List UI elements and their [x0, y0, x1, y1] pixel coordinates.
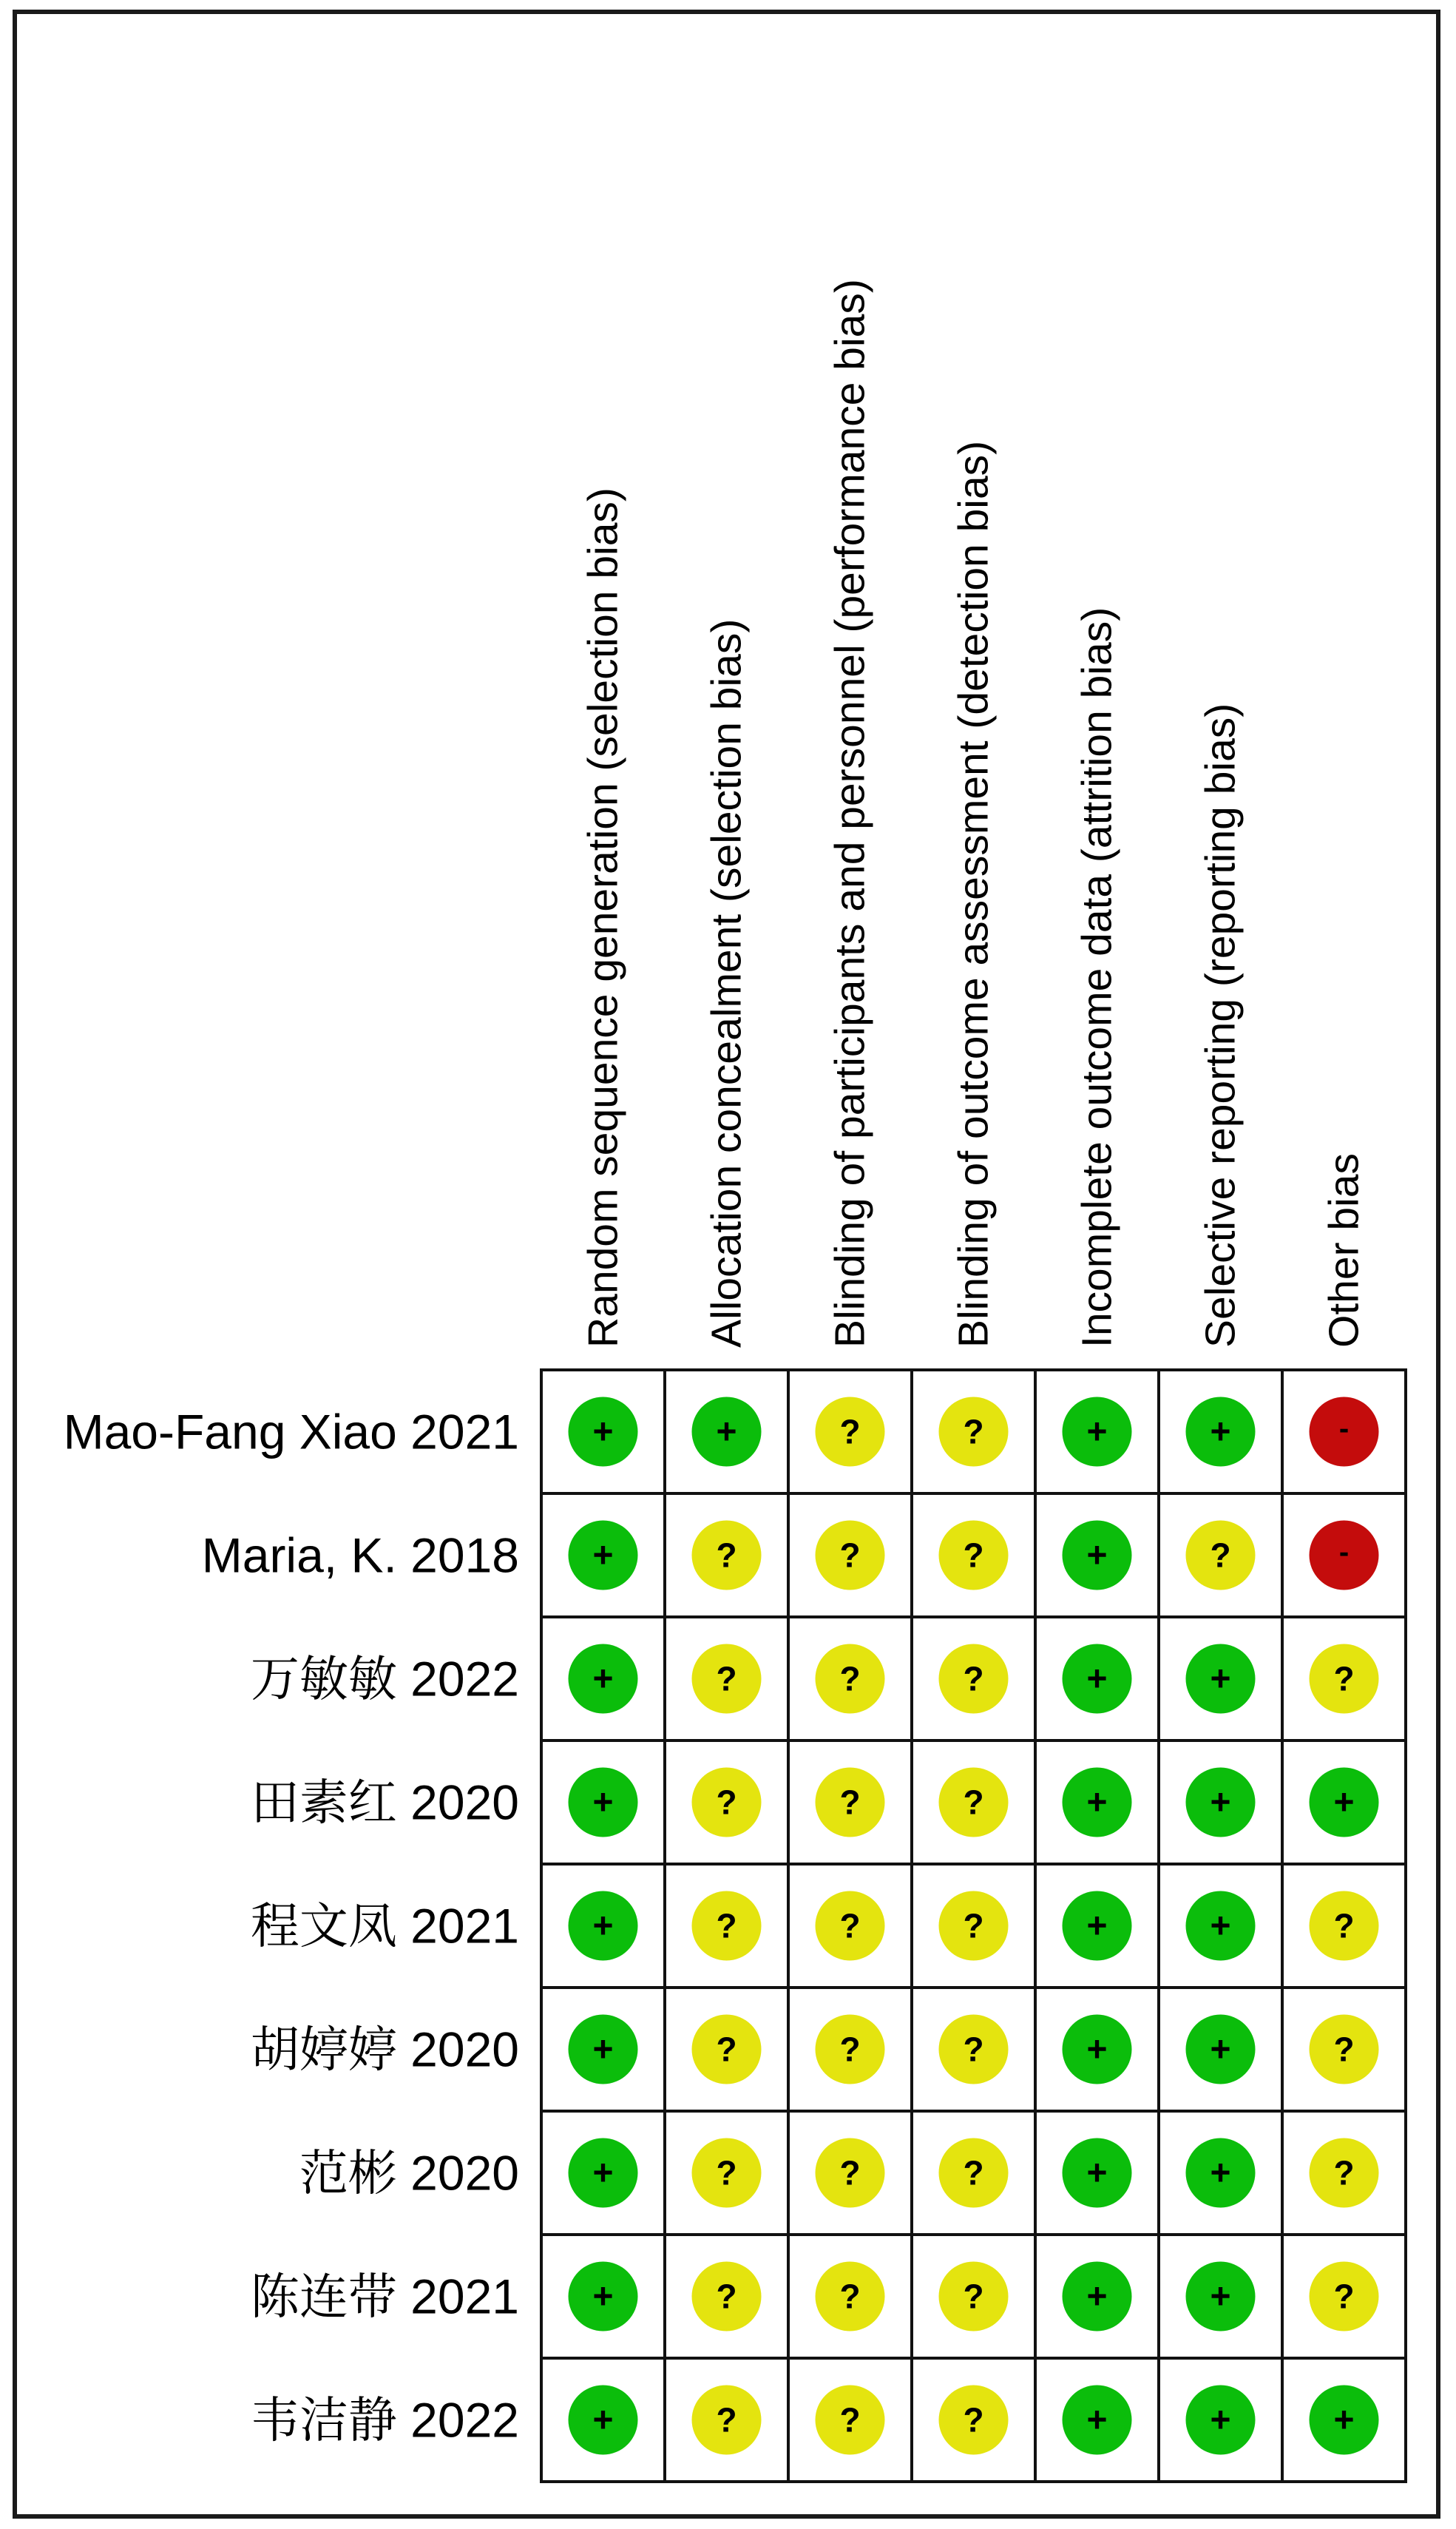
judgement-symbol: ? [716, 1906, 737, 1945]
judgement-symbol: ? [839, 1536, 861, 1575]
domain-label: Incomplete outcome data (attrition bias) [1073, 607, 1121, 1348]
judgement-symbol: ? [716, 2277, 737, 2316]
judgement-symbol: + [1210, 1412, 1231, 1452]
judgement-symbol: + [1086, 2153, 1108, 2193]
study-label: 范彬 2020 [299, 2145, 519, 2201]
judgement-symbol: ? [963, 1412, 984, 1451]
judgement-symbol: + [716, 1412, 737, 1452]
judgement-symbol: + [1210, 1659, 1231, 1699]
judgement-symbol: + [1086, 1659, 1108, 1699]
domain-label: Blinding of participants and personnel (performance bias) [826, 279, 874, 1348]
judgement-symbol: + [1210, 2277, 1231, 2317]
domain-label: Other bias [1320, 1153, 1368, 1348]
judgement-symbol: - [1338, 1536, 1350, 1569]
domain-label: Allocation concealment (selection bias) [702, 618, 751, 1348]
domain-label: Selective reporting (reporting bias) [1196, 703, 1245, 1348]
judgement-symbol: + [1210, 2400, 1231, 2440]
study-label: Maria, K. 2018 [201, 1527, 519, 1583]
judgement-symbol: + [1086, 2030, 1108, 2070]
study-label: 田素红 2020 [250, 1775, 519, 1830]
judgement-symbol: + [1210, 1783, 1231, 1823]
judgement-symbol: ? [716, 2400, 737, 2439]
judgement-symbol: ? [839, 2153, 861, 2192]
judgement-symbol: + [1086, 1783, 1108, 1823]
domain-label: Random sequence generation (selection bias) [579, 487, 627, 1348]
judgement-symbol: + [1086, 1906, 1108, 1946]
study-label: 万敏敏 2022 [250, 1651, 519, 1706]
judgement-symbol: ? [716, 1783, 737, 1822]
judgement-symbol: + [592, 1783, 614, 1823]
judgement-symbol: ? [1333, 2153, 1355, 2192]
study-label: 胡婷婷 2020 [250, 2022, 519, 2077]
judgement-symbol: ? [716, 2153, 737, 2192]
judgement-symbol: ? [1333, 2030, 1355, 2069]
judgement-symbol: ? [1333, 1906, 1355, 1945]
judgement-symbol: ? [1210, 1536, 1231, 1575]
domain-label: Blinding of outcome assessment (detection bias) [949, 440, 998, 1348]
study-label: 陈连带 2021 [250, 2269, 519, 2324]
judgement-symbol: + [592, 2030, 614, 2070]
judgement-symbol: + [592, 2400, 614, 2440]
judgement-symbol: + [592, 2153, 614, 2193]
judgement-symbol: ? [716, 1659, 737, 1698]
judgement-symbol: + [1086, 2400, 1108, 2440]
study-labels [64, 1405, 519, 2448]
judgement-symbol: + [1086, 1412, 1108, 1452]
judgement-symbol: ? [963, 1536, 984, 1575]
study-label: 程文凤 2021 [250, 1898, 519, 1954]
judgement-symbol: ? [716, 1536, 737, 1575]
judgement-symbol: ? [839, 1412, 861, 1451]
judgement-symbol: ? [839, 1783, 861, 1822]
judgement-symbol: + [592, 1906, 614, 1946]
judgement-symbol: ? [1333, 1659, 1355, 1698]
judgement-symbol: ? [716, 2030, 737, 2069]
judgement-symbol: + [1333, 2400, 1355, 2440]
judgement-symbol: ? [1333, 2277, 1355, 2316]
judgement-symbol: + [1210, 2030, 1231, 2070]
judgement-symbol: ? [963, 2153, 984, 2192]
study-label: 韦洁静 2022 [250, 2392, 519, 2448]
judgement-symbol: ? [839, 2400, 861, 2439]
judgement-symbol: + [1086, 2277, 1108, 2317]
judgement-symbol: ? [963, 1906, 984, 1945]
judgement-symbol: + [1210, 2153, 1231, 2193]
judgement-symbol: + [592, 1659, 614, 1699]
judgement-symbol: ? [963, 1783, 984, 1822]
judgement-symbol: + [592, 2277, 614, 2317]
judgement-symbol: ? [963, 2277, 984, 2316]
judgement-symbol: ? [963, 2030, 984, 2069]
judgement-symbol: + [1086, 1536, 1108, 1576]
study-label: Mao-Fang Xiao 2021 [63, 1404, 519, 1459]
domain-labels [580, 279, 1368, 1348]
judgement-grid [541, 1370, 1406, 2482]
judgement-symbol: ? [839, 1906, 861, 1945]
judgement-symbol: ? [839, 1659, 861, 1698]
judgement-symbol: + [1333, 1783, 1355, 1823]
judgement-symbol: ? [839, 2277, 861, 2316]
judgement-symbol: ? [963, 1659, 984, 1698]
judgement-symbol: + [592, 1412, 614, 1452]
judgement-symbol: + [592, 1536, 614, 1576]
judgement-symbol: ? [839, 2030, 861, 2069]
judgement-symbol: - [1338, 1412, 1350, 1445]
judgement-symbol: + [1210, 1906, 1231, 1946]
judgement-symbol: ? [963, 2400, 984, 2439]
